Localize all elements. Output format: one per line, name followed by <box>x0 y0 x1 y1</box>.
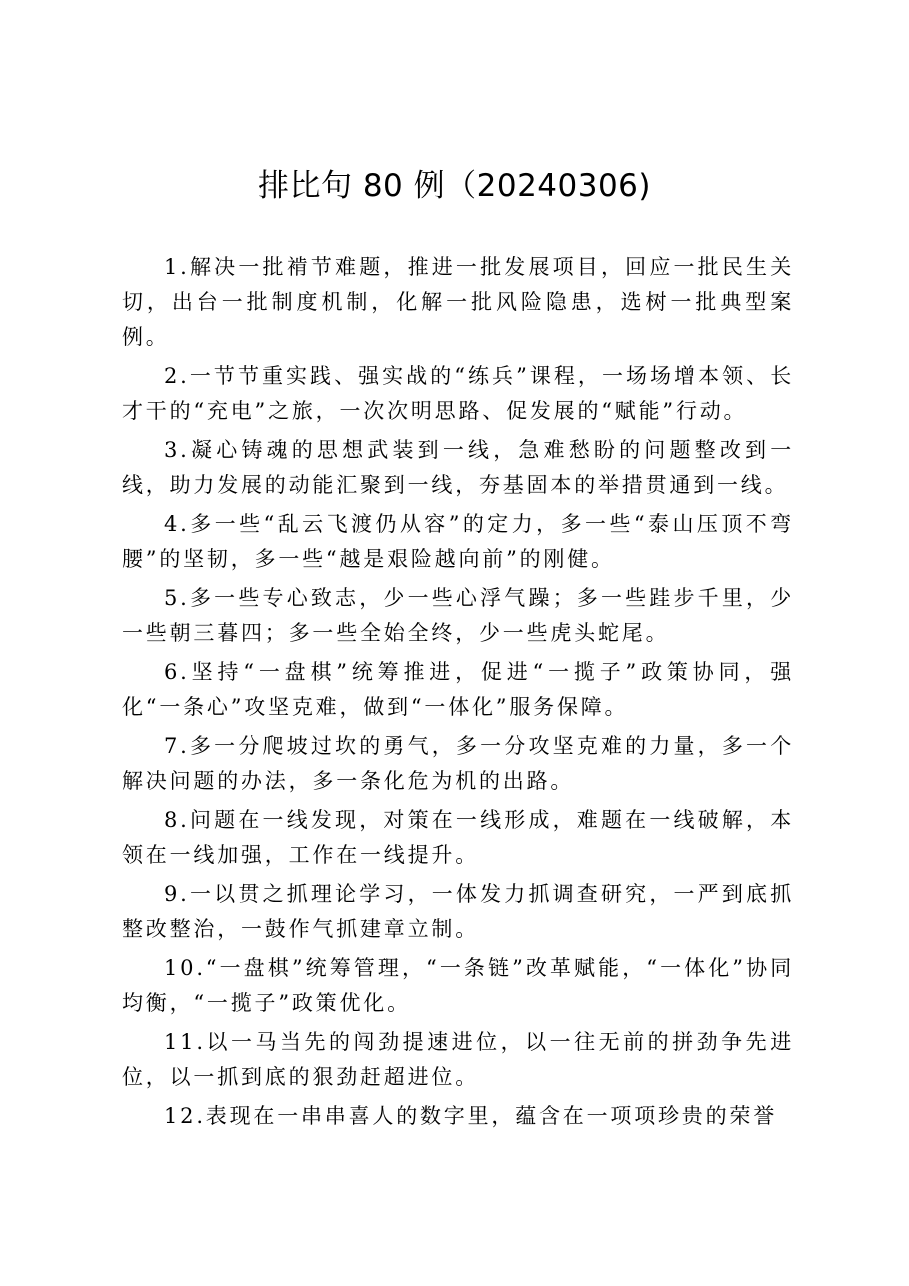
paragraph-4: 4.多一些“乱云飞渡仍从容”的定力，多一些“泰山压顶不弯腰”的坚韧，多一些“越是艰险越向前”的刚健。 <box>122 512 794 571</box>
paragraph-1: 1.解决一批褃节难题，推进一批发展项目，回应一批民生关切，出台一批制度机制，化解一批风险隐患，选树一批典型案例。 <box>122 255 794 349</box>
paragraph-11: 11.以一马当先的闯劲提速进位，以一往无前的拼劲争先进位，以一抓到底的狠劲赶超进位。 <box>122 1030 794 1089</box>
document-title: 排比句 80 例（20240306) <box>257 168 652 204</box>
paragraph-10: 10.“一盘棋”统筹管理，“一条链”改革赋能，“一体化”协同均衡，“一揽子”政策优化。 <box>122 956 794 1015</box>
paragraph-5: 5.多一些专心致志，少一些心浮气躁；多一些跬步千里，少一些朝三暮四；多一些全始全终，少一些虎头蛇尾。 <box>122 586 794 645</box>
paragraph-12: 12.表现在一串串喜人的数字里，蕴含在一项项珍贵的荣誉 <box>164 1104 777 1128</box>
paragraph-9: 9.一以贯之抓理论学习，一体发力抓调查研究，一严到底抓整改整治，一鼓作气抓建章立制。 <box>122 882 794 941</box>
paragraph-2: 2.一节节重实践、强实战的“练兵”课程，一场场增本领、长才干的“充电”之旅，一次次明思路、促发展的“赋能”行动。 <box>122 364 794 423</box>
document-body <box>122 250 794 1138</box>
paragraph-6: 6.坚持“一盘棋”统筹推进，促进“一揽子”政策协同，强化“一条心”攻坚克难，做到“一体化”服务保障。 <box>122 660 794 719</box>
paragraph-8: 8.问题在一线发现，对策在一线形成，难题在一线破解，本领在一线加强，工作在一线提升。 <box>122 808 794 867</box>
paragraph-3: 3.凝心铸魂的思想武装到一线，急难愁盼的问题整改到一线，助力发展的动能汇聚到一线，夯基固本的举措贯通到一线。 <box>122 438 794 497</box>
paragraph-7: 7.多一分爬坡过坎的勇气，多一分攻坚克难的力量，多一个解决问题的办法，多一条化危为机的出路。 <box>122 734 794 793</box>
